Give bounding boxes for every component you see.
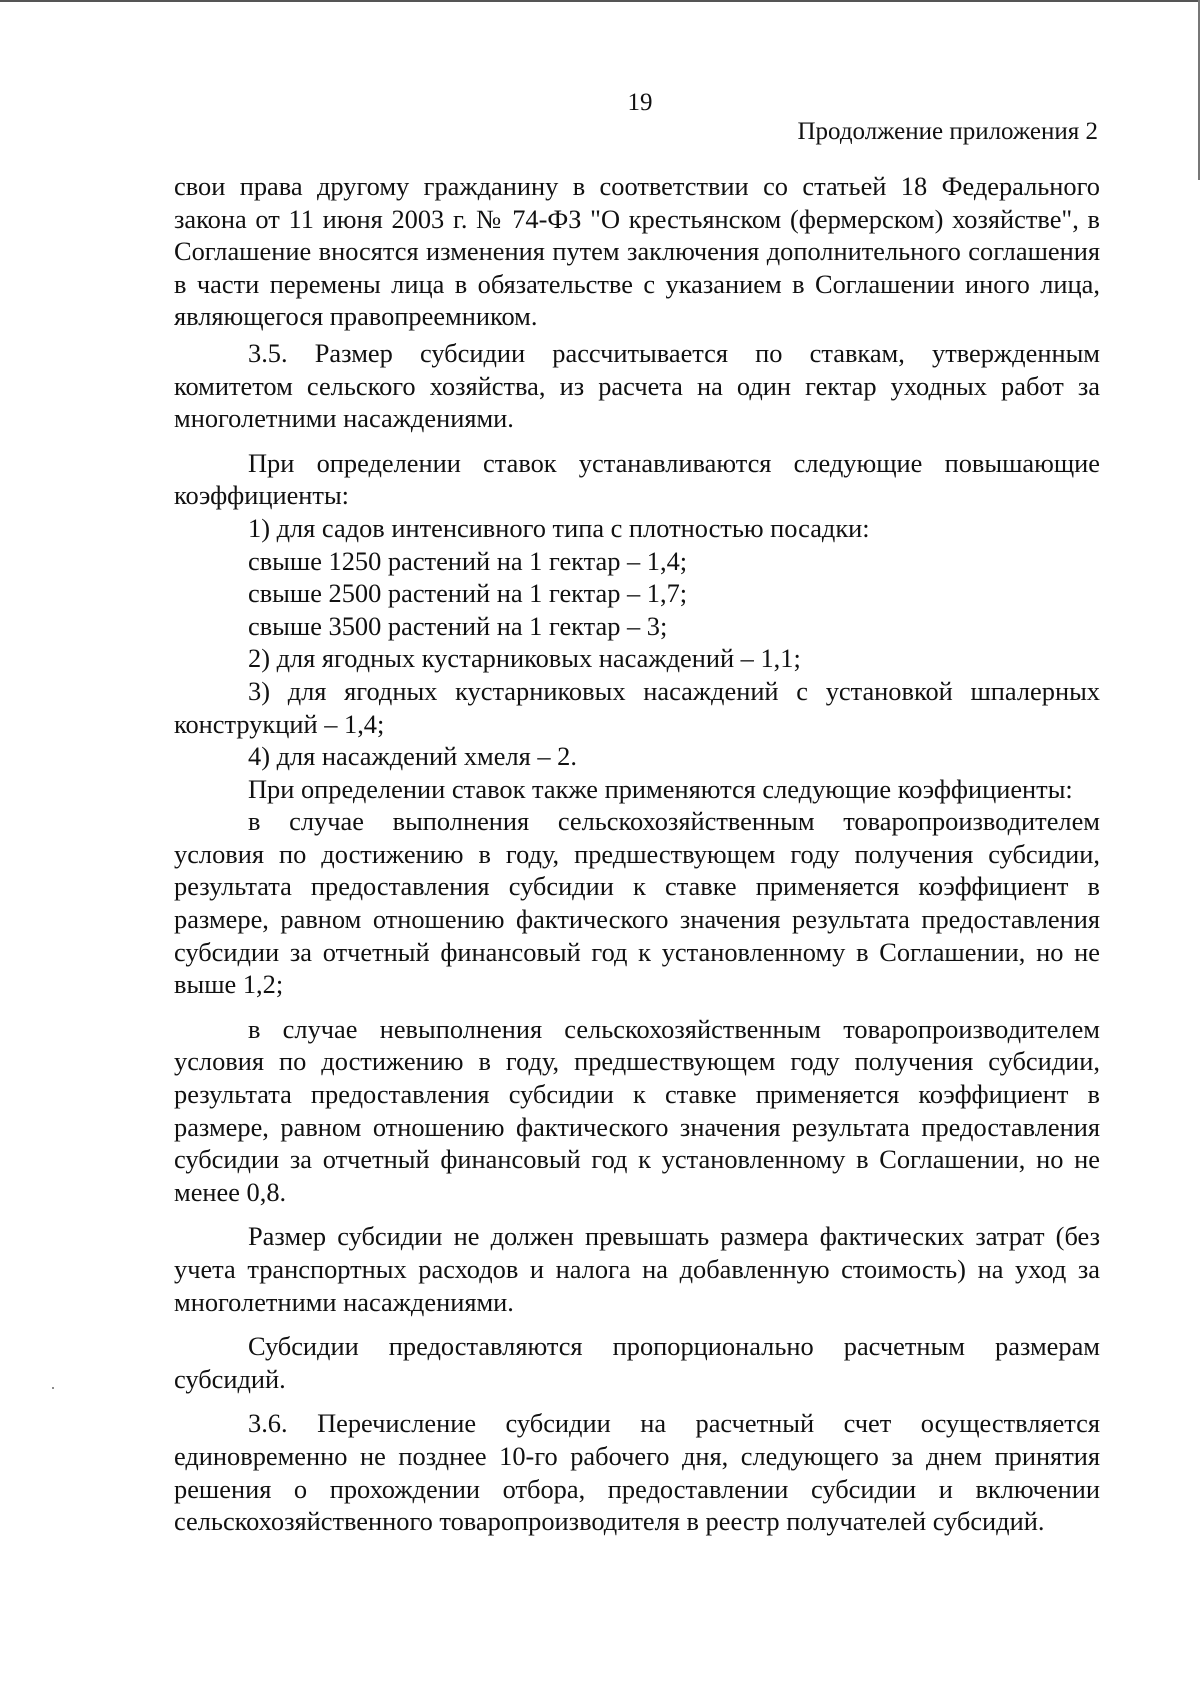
paragraph-also-applied: При определении ставок также применяются следующие коэффициенты: xyxy=(248,773,1073,804)
scan-speck xyxy=(52,1387,54,1389)
list-item-2: 2) для ягодных кустарниковых насаждений – 1,1; xyxy=(248,643,801,674)
list-item-4: 4) для насаждений хмеля – 2. xyxy=(248,741,577,772)
paragraph-unfulfilled-case: в случае невыполнения сельскохозяйственным товаропроизводителем условия по достижению в году, предшествующем году получения субсидии, результата предоставления субсидии к ставке применяется коэффициент в размере, равном отношению фактического значения результата предоставления субсидии за отчетный финансовый год к установленному в Соглашении, но не менее 0,8. xyxy=(174,1013,1100,1207)
scan-edge-top xyxy=(0,0,1200,2)
list-item-3: 3) для ягодных кустарниковых насаждений с установкой шпалерных конструкций – 1,4; xyxy=(174,675,1100,739)
paragraph-3-6: 3.6. Перечисление субсидии на расчетный счет осуществляется единовременно не позднее 10-го рабочего дня, следующего за днем принятия решения о прохождении отбора, предоставлении субсидии и включении сельскохозяйственного товаропроизводителя в реестр получателей субсидий. xyxy=(174,1408,1100,1537)
paragraph-coefficients-intro: При определении ставок устанавливаются следующие повышающие коэффициенты: xyxy=(174,447,1100,511)
paragraph-fulfilled-case: в случае выполнения сельскохозяйственным товаропроизводителем условия по достижению в году, предшествующем году получения субсидии, результата предоставления субсидии к ставке применяется коэффициент в размере, равном отношению фактического значения результата предоставления субсидии за отчетный финансовый год к установленному в Соглашении, но не выше 1,2; xyxy=(174,806,1100,1000)
list-item-1-3500: свыше 3500 растений на 1 гектар – 3; xyxy=(248,610,668,641)
list-item-1-2500: свыше 2500 растений на 1 гектар – 1,7; xyxy=(248,578,688,609)
list-item-1-1250: свыше 1250 растений на 1 гектар – 1,4; xyxy=(248,545,688,576)
paragraph-3-5: 3.5. Размер субсидии рассчитывается по ставкам, утвержденным комитетом сельского хозяйства, из расчета на один гектар уходных работ за многолетними насаждениями. xyxy=(174,337,1100,434)
paragraph-size-limit: Размер субсидии не должен превышать размера фактических затрат (без учета транспортных расходов и налога на добавленную стоимость) на уход за многолетними насаждениями. xyxy=(174,1221,1100,1317)
document-body xyxy=(174,170,1100,1538)
paragraph-proportional: Субсидии предоставляются пропорционально расчетным размерам субсидий. xyxy=(174,1331,1100,1394)
continuation-note: Продолжение приложения 2 xyxy=(797,118,1098,145)
list-item-1: 1) для садов интенсивного типа с плотностью посадки: xyxy=(248,512,870,543)
paragraph-continuation: свои права другому гражданину в соответствии со статьей 18 Федерального закона от 11 июня 2003 г. № 74-ФЗ "О крестьянском (фермерском) хозяйстве", в Соглашение вносятся изменения путем заключения дополнительного соглашения в части перемены лица в обязательстве с указанием в Соглашении иного лица, являющегося правопреемником. xyxy=(174,171,1100,332)
page-number: 19 xyxy=(627,89,653,116)
